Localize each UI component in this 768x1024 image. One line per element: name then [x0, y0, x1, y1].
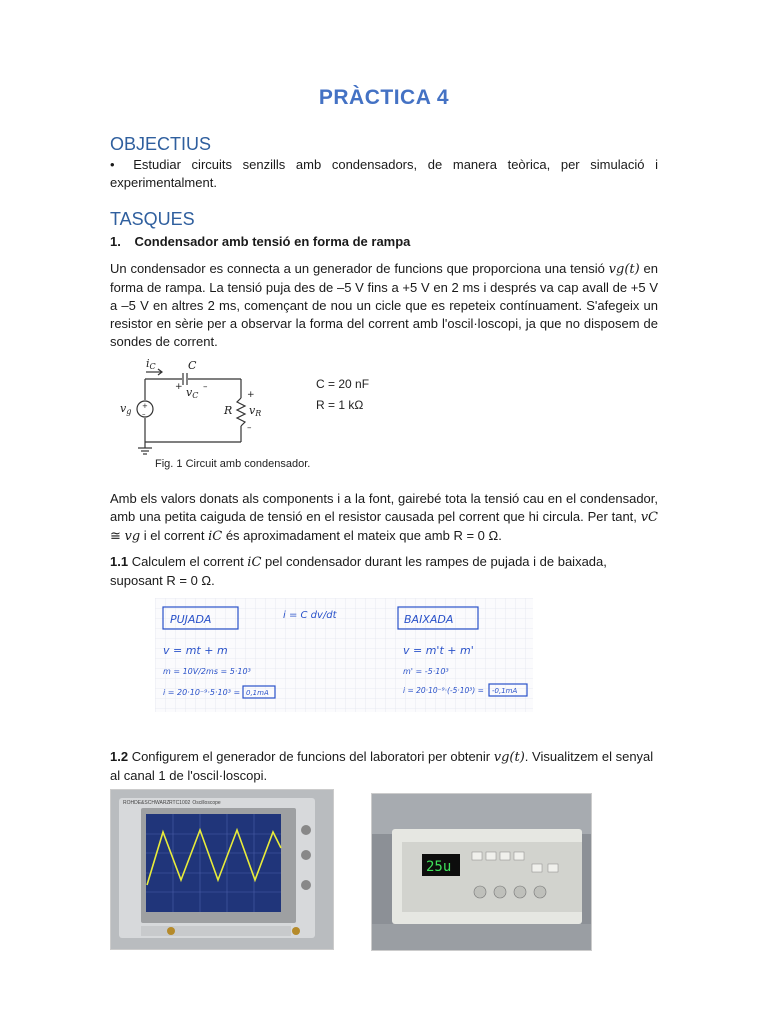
para2-math-ic: iC: [208, 529, 223, 544]
notes-eq2-right: m' = -5·10³: [403, 667, 449, 676]
para2-math-vc: vC: [640, 510, 658, 525]
task1-heading: [110, 233, 410, 251]
notes-eq2-left: m = 10V/2ms = 5·10³: [163, 667, 251, 676]
notes-eq3-left: i = 20·10⁻⁹·5·10³ =: [163, 688, 241, 697]
bullet: •: [110, 157, 115, 172]
para2-text-b: ≅: [110, 528, 125, 543]
resistor-symbol: [237, 398, 245, 426]
q12-math-vg: vg(t): [493, 750, 525, 765]
task1-title: Condensador amb tensió en forma de rampa: [134, 234, 411, 249]
notes-formula: i = C dv/dt: [283, 610, 337, 621]
label-c: C: [188, 359, 197, 372]
section-heading-tasques: TASQUES: [110, 209, 195, 229]
question-1-2: [110, 748, 658, 785]
page-title: PRÀCTICA 4: [318, 86, 450, 109]
para2-math-vg: vg: [124, 529, 141, 544]
objectiu-item: [110, 156, 658, 192]
label-vc: vC: [186, 386, 199, 400]
notes-pujada: PUJADA: [170, 613, 212, 626]
q11-math-ic: iC: [247, 555, 262, 570]
question-1-1: [110, 553, 658, 590]
scope-model: RTC1002 Oscilloscope: [169, 800, 221, 806]
label-ic: iC: [146, 357, 156, 371]
value-c: C = 20 nF: [316, 377, 370, 391]
paragraph-intro: [110, 260, 658, 351]
label-vr: vR: [249, 404, 262, 418]
para1-text-b: en forma de rampa. La tensió puja des de –5 V fins a +5 V en 2 ms i després va cap avall de +5 V a –5 V en altres 2 ms, començant de nou un cicle que es repeteix contínuament. S'afegeix un resistor en sèrie per a observar la forma del corrent amb l'oscil·loscopi, ja que no disposem de sondes de corrent.: [110, 261, 658, 349]
plus-resistor: +: [247, 390, 255, 400]
minus-source: –: [142, 410, 146, 418]
para1-math-vg: vg(t): [608, 262, 640, 277]
function-generator-photo: [371, 793, 592, 951]
q11-text-a: Calculem el corrent: [128, 554, 248, 569]
q12-number: 1.2: [110, 749, 129, 764]
para2-text-c: i el corrent: [140, 528, 209, 543]
notes-eq1-right: v = m't + m': [403, 644, 474, 657]
plus-capacitor: +: [175, 382, 183, 392]
handwritten-notes: [155, 598, 533, 712]
notes-baixada: BAIXADA: [404, 613, 454, 626]
notes-eq1-left: v = mt + m: [163, 644, 228, 657]
figure-caption: Fig. 1 Circuit amb condensador.: [155, 458, 311, 470]
minus-capacitor: –: [203, 382, 208, 392]
notes-box-right: -0,1mA: [492, 687, 518, 695]
label-r: R: [224, 404, 233, 417]
objectiu-text: Estudiar circuits senzills amb condensadors, de manera teòrica, per simulació i experimentalment.: [110, 157, 658, 190]
q12-text-b: . Visualitzem el senyal al canal 1 de l'oscil·loscopi.: [110, 749, 654, 783]
circuit-diagram: [110, 356, 410, 474]
q11-text-b: pel condensador durant les rampes de pujada i de baixada, suposant R = 0 Ω.: [110, 554, 607, 588]
oscilloscope-photo: [110, 789, 334, 950]
generator-display-text: 25u: [426, 859, 452, 875]
minus-resistor: –: [247, 423, 252, 433]
task1-number: 1.: [110, 234, 121, 249]
scope-brand: ROHDE&SCHWARZ: [123, 800, 170, 806]
notes-eq3-right: i = 20·10⁻⁹·(-5·10³) =: [403, 686, 484, 695]
para2-text-d: és aproximadament el mateix que amb R = 0 Ω.: [222, 528, 502, 543]
para1-text-a: Un condensador es connecta a un generador de funcions que proporciona una tensió: [110, 261, 609, 276]
label-vg: vg: [120, 402, 132, 416]
plus-source: +: [142, 402, 148, 410]
para2-text-a: Amb els valors donats als components i a la font, gairebé tota la tensió cau en el condensador, amb una petita caiguda de tensió en el resistor causada pel corrent que hi circula. Per tant,: [110, 491, 658, 524]
section-heading-objectius: OBJECTIUS: [110, 134, 212, 154]
q12-text-a: Configurem el generador de funcions del laboratori per obtenir: [128, 749, 494, 764]
paragraph-approximation: [110, 490, 658, 546]
notes-box-left: 0,1mA: [246, 689, 269, 697]
value-r: R = 1 kΩ: [316, 398, 364, 412]
q11-number: 1.1: [110, 554, 129, 569]
